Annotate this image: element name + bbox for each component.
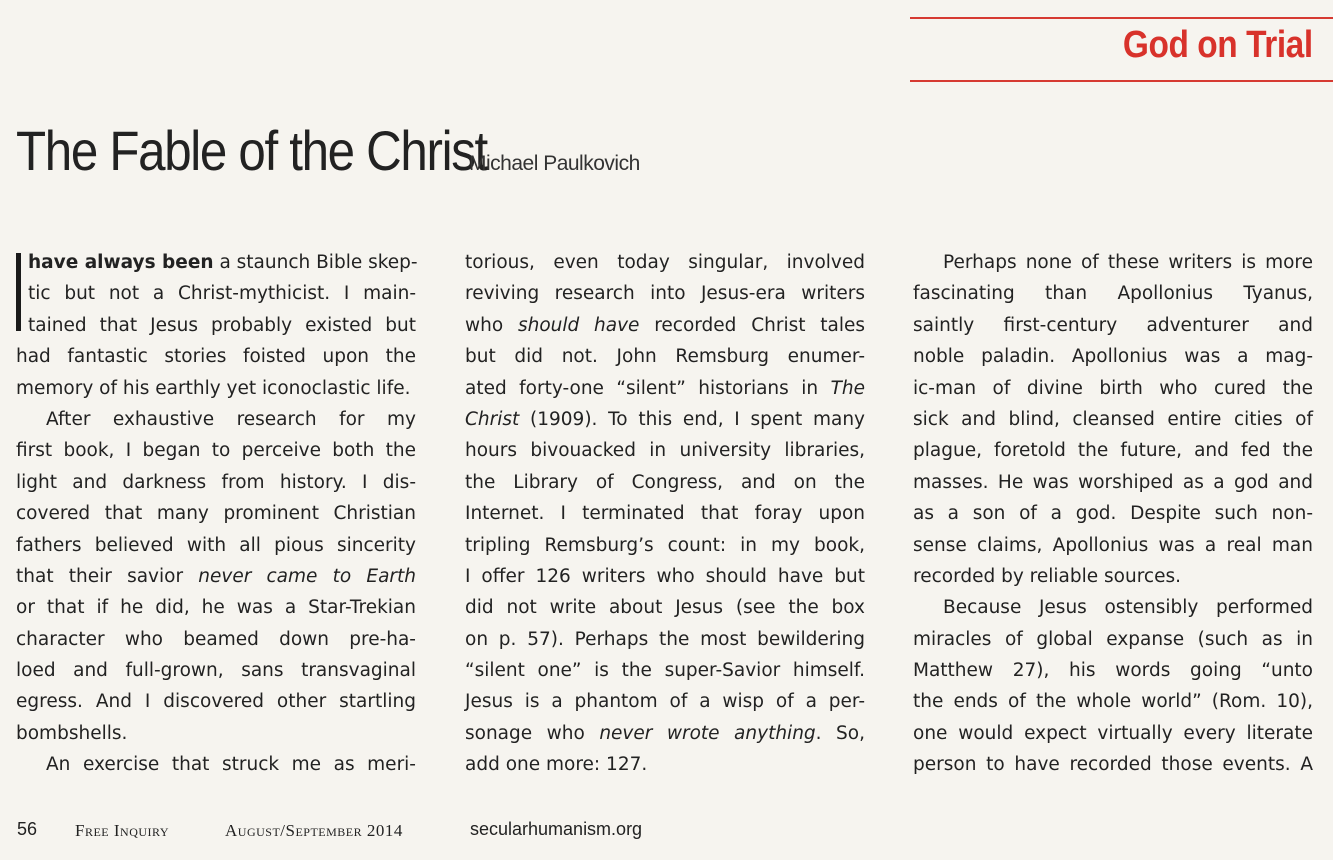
text-line: first book, I began to perceive both the <box>16 440 416 462</box>
text-span: ated forty-one “silent” historians in <box>465 377 819 399</box>
text-line: as a son of a god. Despite such non- <box>913 503 1313 525</box>
text-line: fathers believed with all pious sincerity <box>16 534 416 556</box>
text-span: who <box>465 314 504 336</box>
text-line: I offer 126 writers who should have but <box>465 565 865 587</box>
text-span: a staunch Bible skep- <box>213 252 418 273</box>
column-1 <box>16 247 416 781</box>
column-2 <box>465 247 865 781</box>
header-rule-top <box>910 17 1333 19</box>
text-line: on p. 57). Perhaps the most bewildering <box>465 628 865 650</box>
website-url: secularhumanism.org <box>470 819 643 839</box>
page-number: 56 <box>17 819 38 839</box>
text-line: the ends of the whole world” (Rom. 10), <box>913 691 1313 713</box>
text-line: but did not. John Remsburg enumer- <box>465 346 865 368</box>
text-line: noble paladin. Apollonius was a mag- <box>913 346 1313 368</box>
text-line <box>465 373 865 404</box>
text-line: recorded by reliable sources. <box>913 565 1181 587</box>
text-line: bombshells. <box>16 722 128 744</box>
text-line: After exhaustive research for my <box>46 408 416 430</box>
text-line <box>465 404 865 435</box>
text-line: hours bivouacked in university libraries, <box>465 440 865 462</box>
text-line: tained that Jesus probably existed but <box>28 314 416 336</box>
text-line: the Library of Congress, and on the <box>465 471 865 493</box>
italic-text: never came to Earth <box>198 565 416 587</box>
text-line: “silent one” is the super-Savior himself. <box>465 660 865 682</box>
text-line: covered that many prominent Christian <box>16 503 416 525</box>
text-line: masses. He was worshiped as a god and <box>913 471 1313 493</box>
text-line: miracles of global expanse (such as in <box>913 628 1313 650</box>
lead-bold: have always been <box>28 252 214 273</box>
text-line: Jesus is a phantom of a wisp of a per- <box>465 691 865 713</box>
text-line: saintly first-century adventurer and <box>913 314 1313 336</box>
column-3 <box>913 247 1313 781</box>
italic-text: should have <box>517 314 640 336</box>
issue-date: August/September 2014 <box>225 821 403 840</box>
text-line <box>16 247 416 278</box>
text-line: loed and full-grown, sans transvaginal <box>16 660 416 682</box>
italic-text: Christ <box>465 408 520 430</box>
italic-text: The <box>830 377 865 399</box>
header-rule-bottom <box>910 80 1333 82</box>
text-line: An exercise that struck me as meri- <box>46 754 416 776</box>
text-line: had fantastic stories foisted upon the <box>16 346 416 368</box>
text-line: tripling Remsburg’s count: in my book, <box>465 534 865 556</box>
text-line: person to have recorded those events. A <box>913 754 1313 776</box>
section-title: God on Trial <box>1123 24 1313 66</box>
text-span: . So, <box>815 722 865 744</box>
text-line: Because Jesus ostensibly performed <box>943 597 1313 619</box>
text-line: plague, foretold the future, and fed the <box>913 440 1313 462</box>
text-line: memory of his earthly yet iconoclastic life. <box>16 377 411 399</box>
text-line: Perhaps none of these writers is more <box>943 252 1313 273</box>
text-line: Internet. I terminated that foray upon <box>465 503 865 525</box>
text-line: sick and blind, cleansed entire cities of <box>913 408 1313 430</box>
text-line: reviving research into Jesus-era writers <box>465 283 865 305</box>
text-line: Matthew 27), his words going “unto <box>913 660 1313 682</box>
text-line: torious, even today singular, involved <box>465 252 865 273</box>
text-line <box>16 561 416 592</box>
text-line: ic-man of divine birth who cured the <box>913 377 1313 399</box>
text-span: recorded Christ tales <box>654 314 865 336</box>
text-line <box>465 310 865 341</box>
text-line: fascinating than Apollonius Tyanus, <box>913 283 1313 305</box>
text-span: that their savior <box>16 565 184 587</box>
text-span: sonage who <box>465 722 585 744</box>
text-line: did not write about Jesus (see the box <box>465 597 865 619</box>
magazine-name: Free Inquiry <box>75 821 170 840</box>
text-line: or that if he did, he was a Star-Trekian <box>16 597 416 619</box>
article-title: The Fable of the Christ <box>16 119 487 182</box>
italic-text: never wrote anything <box>599 722 816 744</box>
article-byline: Michael Paulkovich <box>469 152 640 175</box>
text-line: light and darkness from history. I dis- <box>16 471 416 493</box>
text-line: tic but not a Christ-mythicist. I main- <box>28 283 416 305</box>
text-line: one would expect virtually every literate <box>913 722 1313 744</box>
text-line: character who beamed down pre-ha- <box>16 628 416 650</box>
text-line <box>465 718 865 749</box>
text-span: (1909). To this end, I spent many <box>530 408 865 430</box>
text-line: sense claims, Apollonius was a real man <box>913 534 1313 556</box>
text-line: add one more: 127. <box>465 754 648 776</box>
text-line: egress. And I discovered other startling <box>16 691 416 713</box>
